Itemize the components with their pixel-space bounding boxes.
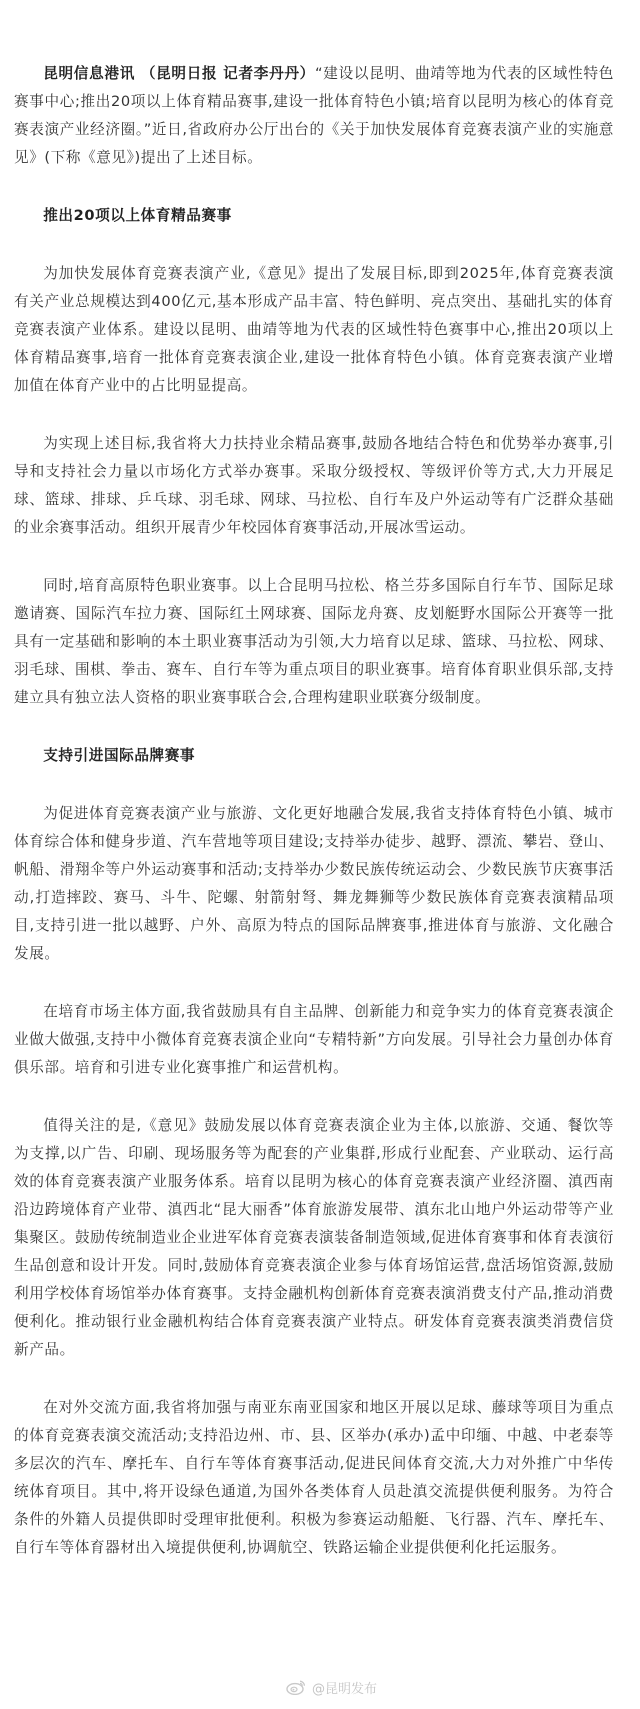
section-heading-2: 支持引进国际品牌赛事: [43, 747, 196, 764]
lead-paragraph: [14, 60, 614, 172]
paragraph: 为实现上述目标,我省将大力扶持业余精品赛事,鼓励各地结合特色和优势举办赛事,引导和支持社会力量以市场化方式举办赛事。采取分级授权、等级评价等方式,大力开展足球、篮球、排球、乒乓球、羽毛球、网球、马拉松、自行车及户外运动等有广泛群众基础的业余赛事活动。组织开展青少年校园体育赛事活动,开展冰雪运动。: [14, 435, 614, 536]
article-body: [14, 60, 614, 1592]
weibo-watermark: [286, 1676, 377, 1698]
paragraph: 在培育市场主体方面,我省鼓励具有自主品牌、创新能力和竞争实力的体育竞赛表演企业做大做强,支持中小微体育竞赛表演企业向“专精特新”方向发展。引导社会力量创办体育俱乐部。培育和引进专业化赛事推广和运营机构。: [14, 1003, 614, 1076]
paragraph: 在对外交流方面,我省将加强与南亚东南亚国家和地区开展以足球、藤球等项目为重点的体育竞赛表演交流活动;支持沿边州、市、县、区举办(承办)孟中印缅、中越、中老泰等多层次的汽车、摩托车、自行车等体育赛事活动,促进民间体育交流,大力对外推广中华传统体育项目。其中,将开设绿色通道,为国外各类体育人员赴滇交流提供便利服务。为符合条件的外籍人员提供即时受理审批便利。积极为参赛运动船艇、飞行器、汽车、摩托车、自行车等体育器材出入境提供便利,协调航空、铁路运输企业提供便利化托运服务。: [14, 1399, 614, 1556]
weibo-icon: [286, 1679, 306, 1695]
lead-text: “建设以昆明、曲靖等地为代表的区域性特色赛事中心;推出20项以上体育精品赛事,建设一批体育特色小镇;培育以昆明为核心的体育竞赛表演产业经济圈。”近日,省政府办公厅出台的《关于加快发展体育竞赛表演产业的实施意见》(下称《意见》)提出了上述目标。: [14, 65, 614, 166]
paragraph: 为促进体育竞赛表演产业与旅游、文化更好地融合发展,我省支持体育特色小镇、城市体育综合体和健身步道、汽车营地等项目建设;支持举办徒步、越野、漂流、攀岩、登山、帆船、滑翔伞等户外运动赛事和活动;支持举办少数民族传统运动会、少数民族节庆赛事活动,打造摔跤、赛马、斗牛、陀螺、射箭射弩、舞龙舞狮等少数民族体育竞赛表演精品项目,支持引进一批以越野、户外、高原为特点的国际品牌赛事,推进体育与旅游、文化融合发展。: [14, 805, 614, 962]
lead-source: 昆明信息港讯 （昆明日报 记者李丹丹）: [43, 65, 315, 82]
paragraph: 同时,培育高原特色职业赛事。以上合昆明马拉松、格兰芬多国际自行车节、国际足球邀请赛、国际汽车拉力赛、国际红土网球赛、国际龙舟赛、皮划艇野水国际公开赛等一批具有一定基础和影响的本土职业赛事活动为引领,大力培育以足球、篮球、马拉松、网球、羽毛球、围棋、拳击、赛车、自行车等为重点项目的职业赛事。培育体育职业俱乐部,支持建立具有独立法人资格的职业赛事联合会,合理构建职业联赛分级制度。: [14, 577, 614, 706]
paragraph: 值得关注的是,《意见》鼓励发展以体育竞赛表演企业为主体,以旅游、交通、餐饮等为支撑,以广告、印刷、现场服务等为配套的产业集群,形成行业配套、产业联动、运行高效的体育竞赛表演产业服务体系。培育以昆明为核心的体育竞赛表演产业经济圈、滇西南沿边跨境体育产业带、滇西北“昆大丽香”体育旅游发展带、滇东北山地户外运动带等产业集聚区。鼓励传统制造业企业进军体育竞赛表演装备制造领域,促进体育赛事和体育表演衍生品创意和设计开发。同时,鼓励体育竞赛表演企业参与体育场馆运营,盘活场馆资源,鼓励利用学校体育场馆举办体育赛事。支持金融机构创新体育竞赛表演消费支付产品,推动消费便利化。推动银行业金融机构结合体育竞赛表演产业特点。研发体育竞赛表演类消费信贷新产品。: [14, 1117, 614, 1358]
section-heading-1: 推出20项以上体育精品赛事: [43, 207, 232, 224]
paragraph: 为加快发展体育竞赛表演产业,《意见》提出了发展目标,即到2025年,体育竞赛表演有关产业总规模达到400亿元,基本形成产品丰富、特色鲜明、亮点突出、基础扎实的体育竞赛表演产业体系。建设以昆明、曲靖等地为代表的区域性特色赛事中心,推出20项以上体育精品赛事,培育一批体育竞赛表演企业,建设一批体育特色小镇。体育竞赛表演产业增加值在体育产业中的占比明显提高。: [14, 265, 614, 394]
watermark-text: @昆明发布: [312, 1681, 378, 1697]
